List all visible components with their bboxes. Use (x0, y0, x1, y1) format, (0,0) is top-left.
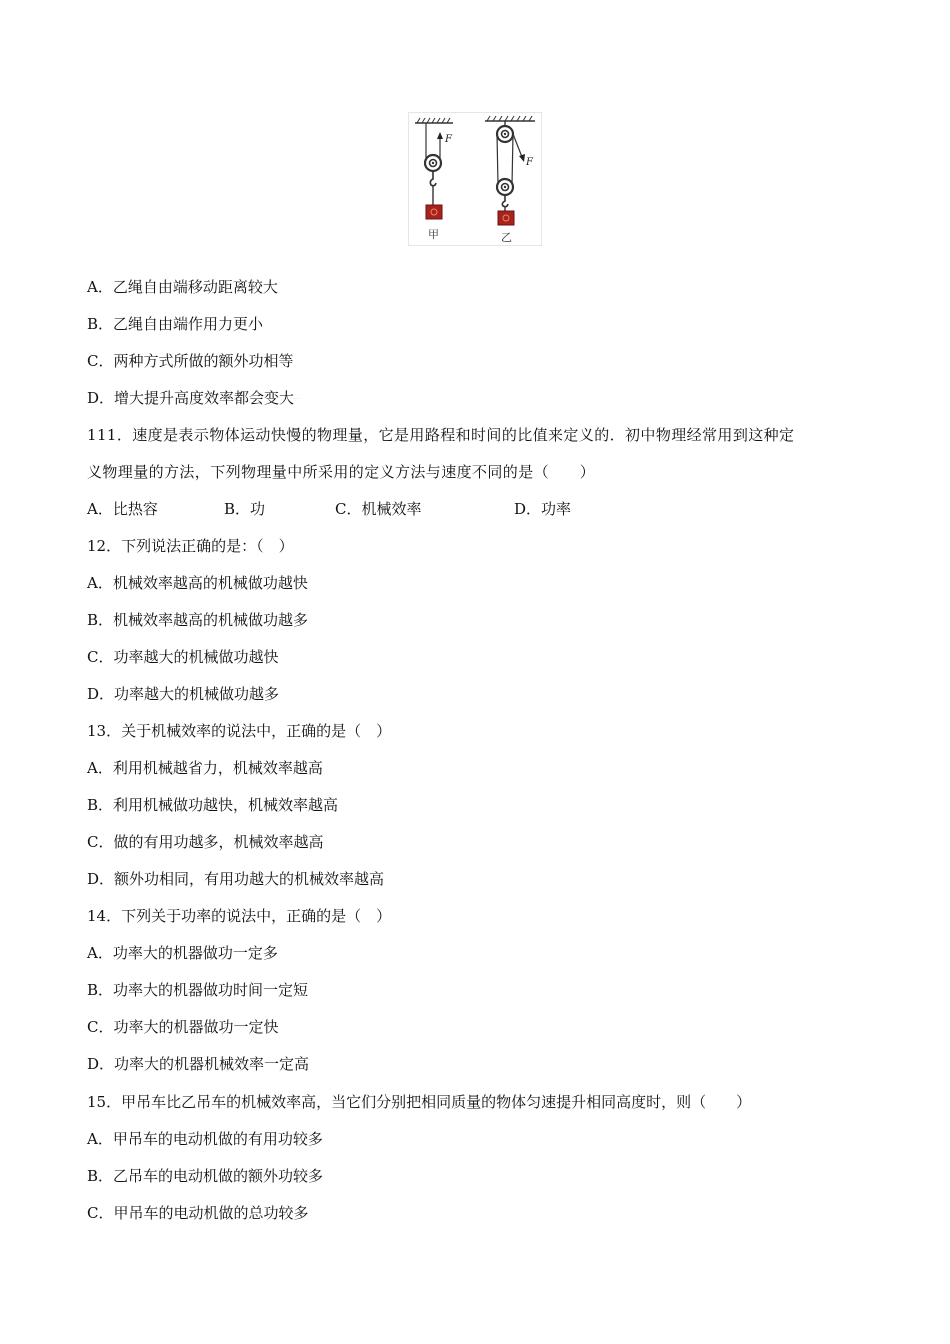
pulley-figure (408, 112, 542, 246)
force-label-yi: F (526, 157, 533, 168)
q13-option-a: A．利用机械越省力，机械效率越高 (87, 759, 323, 777)
q12-option-a: A．机械效率越高的机械做功越快 (87, 574, 308, 592)
q11-options (87, 499, 787, 519)
q11-option-c: C．机械效率 (335, 500, 422, 518)
tiny-watermark-mark: ···· (294, 396, 300, 401)
q11-option-b: B．功 (224, 500, 266, 518)
pulley-jia (415, 118, 453, 241)
q12-stem: 12．下列说法正确的是：（ ） (87, 537, 294, 555)
prev-option-d-text: D．增大提升高度效率都会变大 (87, 389, 295, 407)
q11-option-d: D．功率 (514, 500, 572, 518)
q14-option-c: C．功率大的机器做功一定快 (87, 1018, 279, 1036)
q13-stem: 13．关于机械效率的说法中，正确的是（ ） (87, 722, 392, 740)
q11-option-a: A．比热容 (87, 500, 158, 518)
q13-option-d: D．额外功相同，有用功越大的机械效率越高 (87, 870, 385, 888)
q15-option-b: B．乙吊车的电动机做的额外功较多 (87, 1167, 324, 1185)
prev-option-c: C．两种方式所做的额外功相等 (87, 352, 294, 370)
q12-option-d: D．功率越大的机械做功越多 (87, 685, 280, 703)
q15-stem: 15．甲吊车比乙吊车的机械效率高，当它们分别把相同质量的物体匀速提升相同高度时，则（ ） (87, 1093, 752, 1111)
pulley-diagram (409, 113, 541, 245)
pulley-yi (485, 116, 535, 244)
q15-option-a: A．甲吊车的电动机做的有用功较多 (87, 1130, 323, 1148)
q13-option-b: B．利用机械做功越快，机械效率越高 (87, 796, 339, 814)
q14-option-d: D．功率大的机器机械效率一定高 (87, 1055, 310, 1073)
q12-option-c: C．功率越大的机械做功越快 (87, 648, 279, 666)
q11-stem-line1: 111．速度是表示物体运动快慢的物理量，它是用路程和时间的比值来定义的．初中物理经常用到这种定 (87, 426, 795, 444)
prev-option-a: A．乙绳自由端移动距离较大 (87, 278, 278, 296)
prev-option-d (87, 388, 299, 409)
q14-option-a: A．功率大的机器做功一定多 (87, 944, 278, 962)
q14-option-b: B．功率大的机器做功时间一定短 (87, 981, 309, 999)
q14-stem: 14．下列关于功率的说法中，正确的是（ ） (87, 907, 392, 925)
q15-option-c-text: C．甲吊车的电动机做的总功较多 (87, 1204, 309, 1222)
q12-option-b: B．机械效率越高的机械做功越多 (87, 611, 309, 629)
q15-option-c (87, 1203, 308, 1223)
prev-option-b: B．乙绳自由端作用力更小 (87, 315, 264, 333)
q11-stem-line2: 义物理量的方法，下列物理量中所采用的定义方法与速度不同的是（ ） (87, 463, 596, 481)
figure-label-yi: 乙 (501, 231, 512, 244)
force-label-jia: F (445, 134, 452, 145)
q13-option-c: C．做的有用功越多，机械效率越高 (87, 833, 324, 851)
figure-label-jia: 甲 (428, 228, 439, 241)
